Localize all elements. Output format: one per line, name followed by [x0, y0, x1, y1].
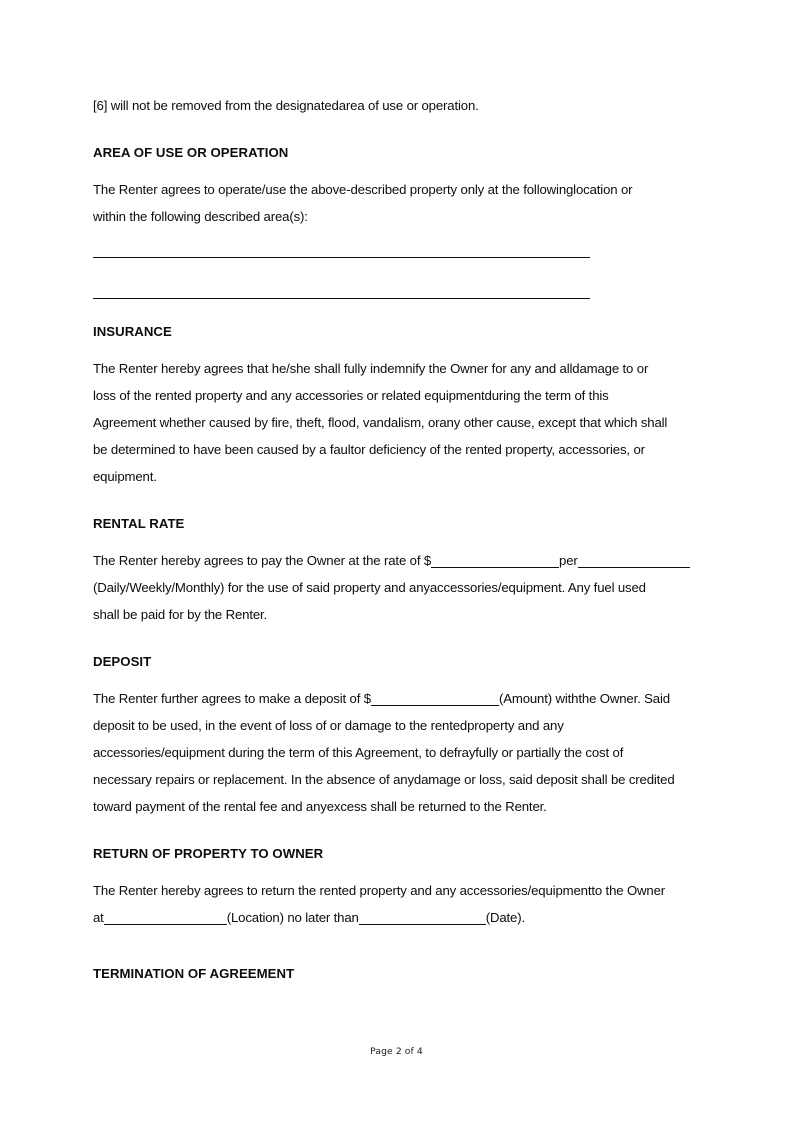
paragraph-line: accessories/equipment during the term of this Agreement, to defrayfully or partially the cost of: [93, 745, 624, 760]
paragraph-line: shall be paid for by the Renter.: [93, 607, 268, 622]
spacer: [93, 867, 699, 877]
heading-insurance: INSURANCE: [93, 324, 172, 339]
paragraph-line: The Renter hereby agrees to return the rented property and any accessories/equipmentto the Owner: [93, 883, 666, 898]
return-text-no-later-than: (Location) no later than: [226, 910, 359, 925]
deposit-amount-blank[interactable]: [371, 692, 499, 706]
heading-deposit: DEPOSIT: [93, 654, 152, 669]
paragraph-deposit: [93, 685, 699, 820]
spacer: [93, 230, 699, 240]
heading-return-of-property: RETURN OF PROPERTY TO OWNER: [93, 846, 324, 861]
intro-line: [6] will not be removed from the designatedarea of use or operation.: [93, 98, 479, 113]
paragraph-area-of-use: [93, 176, 699, 230]
area-blank-line-1[interactable]: [93, 240, 590, 267]
paragraph-line: necessary repairs or replacement. In the absence of anydamage or loss, said deposit shall be credited: [93, 772, 675, 787]
spacer: [93, 267, 699, 281]
rental-rate-amount-blank[interactable]: [431, 554, 559, 568]
rental-rate-text-before-amount: The Renter hereby agrees to pay the Owner at the rate of $: [93, 553, 432, 568]
paragraph-line: (Daily/Weekly/Monthly) for the use of said property and anyaccessories/equipment. Any fuel used: [93, 580, 646, 595]
paragraph-line: loss of the rented property and any accessories or related equipmentduring the term of this: [93, 388, 609, 403]
heading-termination: TERMINATION OF AGREEMENT: [93, 966, 295, 981]
paragraph-insurance: [93, 355, 699, 490]
spacer: [93, 490, 699, 510]
paragraph-line: Agreement whether caused by fire, theft, flood, vandalism, orany other cause, except that which shall: [93, 415, 668, 430]
paragraph-line: be determined to have been caused by a faultor deficiency of the rented property, accessories, or: [93, 442, 645, 457]
return-location-blank[interactable]: [104, 911, 227, 925]
heading-area-of-use: AREA OF USE OR OPERATION: [93, 145, 289, 160]
intro-continuation-paragraph: [93, 92, 699, 119]
spacer: [93, 931, 699, 960]
document-body: [93, 92, 699, 987]
return-text-date-label: (Date).: [485, 910, 525, 925]
return-text-at: at: [93, 910, 104, 925]
paragraph-line: toward payment of the rental fee and anyexcess shall be returned to the Renter.: [93, 799, 547, 814]
spacer: [93, 537, 699, 547]
paragraph-line: equipment.: [93, 469, 157, 484]
spacer: [93, 675, 699, 685]
spacer: [93, 119, 699, 139]
rental-rate-period-blank[interactable]: [578, 554, 690, 568]
rental-rate-text-per: per: [559, 553, 578, 568]
paragraph-line: [93, 547, 699, 574]
paragraph-rental-rate: [93, 547, 699, 628]
page-footer: Page 2 of 4: [370, 1046, 423, 1057]
return-date-blank[interactable]: [359, 911, 486, 925]
paragraph-line: [93, 685, 699, 712]
area-blank-line-2[interactable]: [93, 281, 590, 308]
deposit-text-after-amount: (Amount) withthe Owner. Said: [498, 691, 670, 706]
paragraph-line: deposit to be used, in the event of loss of or damage to the rentedproperty and any: [93, 718, 564, 733]
paragraph-line: The Renter hereby agrees that he/she shall fully indemnify the Owner for any and alldamage to or: [93, 361, 649, 376]
heading-rental-rate: RENTAL RATE: [93, 516, 185, 531]
paragraph-return-of-property: [93, 877, 699, 931]
deposit-text-before-amount: The Renter further agrees to make a deposit of $: [93, 691, 371, 706]
spacer: [93, 628, 699, 648]
paragraph-line: The Renter agrees to operate/use the above-described property only at the followinglocation or: [93, 182, 633, 197]
spacer: [93, 166, 699, 176]
paragraph-line: within the following described area(s):: [93, 209, 308, 224]
spacer: [93, 820, 699, 840]
spacer: [93, 345, 699, 355]
paragraph-line: [93, 904, 699, 931]
spacer: [93, 308, 699, 318]
